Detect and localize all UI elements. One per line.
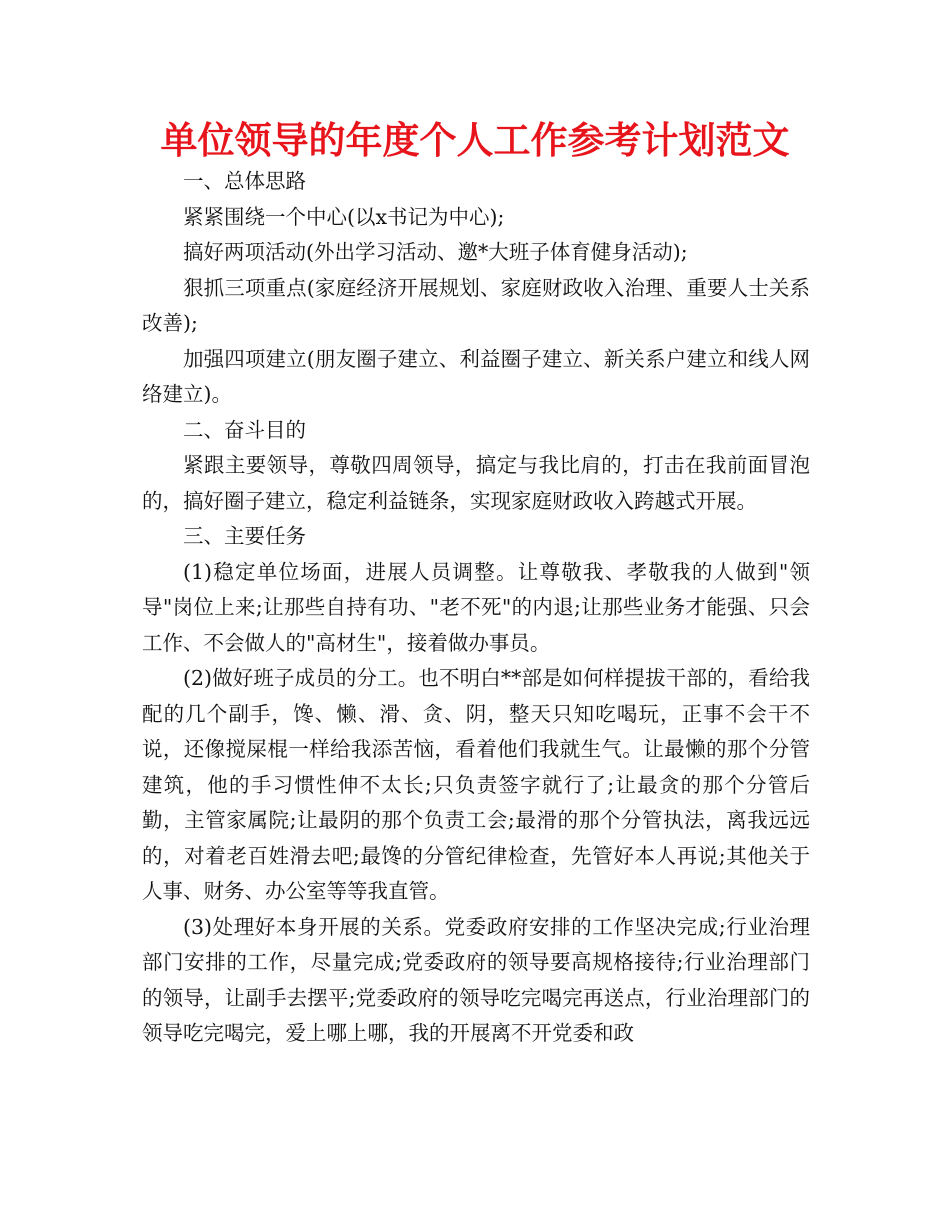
section-heading: 一、总体思路 xyxy=(183,169,306,193)
document-body xyxy=(142,164,810,1052)
document-title: 单位领导的年度个人工作参考计划范文 xyxy=(160,119,790,162)
paragraph: 搞好两项活动(外出学习活动、邀*大班子体育健身活动); xyxy=(183,240,688,264)
paragraph: (3)处理好本身开展的关系。党委政府安排的工作坚决完成;行业治理部门安排的工作，尽量完成;党委政府的领导要高规格接待;行业治理部门的领导，让副手去摆平;党委政府的领导吃完喝完再送点，行业治理部门的领导吃完喝完，爱上哪上哪，我的开展离不开党委和政 xyxy=(142,914,810,1045)
paragraph: 紧紧围绕一个中心(以x书记为中心); xyxy=(183,204,505,229)
section-heading: 二、奋斗目的 xyxy=(183,417,306,442)
paragraph: 加强四项建立(朋友圈子建立、利益圈子建立、新关系户建立和线人网络建立)。 xyxy=(142,346,810,406)
paragraph: (2)做好班子成员的分工。也不明白**部是如何样提拔干部的，看给我配的几个副手，馋、懒、滑、贪、阴，整天只知吃喝玩，正事不会干不说，还像搅屎棍一样给我添苦恼，看着他们我就生气。让最懒的那个分管建筑，他的手习惯性伸不太长;只负责签字就行了;让最贪的那个分管后勤，主管家属院;让最阴的那个负责工会;最滑的那个分管执法，离我远远的，对着老百姓滑去吧;最馋的分管纪律检查，先管好本人再说;其他关于人事、财务、办公室等等我直管。 xyxy=(142,666,810,903)
paragraph: 紧跟主要领导，尊敬四周领导，搞定与我比肩的，打击在我前面冒泡的，搞好圈子建立，稳定利益链条，实现家庭财政收入跨越式开展。 xyxy=(142,453,810,513)
paragraph: (1)稳定单位场面，进展人员调整。让尊敬我、孝敬我的人做到"领导"岗位上来;让那些自持有功、"老不死"的内退;让那些业务才能强、只会工作、不会做人的"高材生"，接着做办事员。 xyxy=(142,559,810,655)
paragraph: 狠抓三项重点(家庭经济开展规划、家庭财政收入治理、重要人士关系改善); xyxy=(142,275,810,335)
section-heading: 三、主要任务 xyxy=(183,524,306,548)
